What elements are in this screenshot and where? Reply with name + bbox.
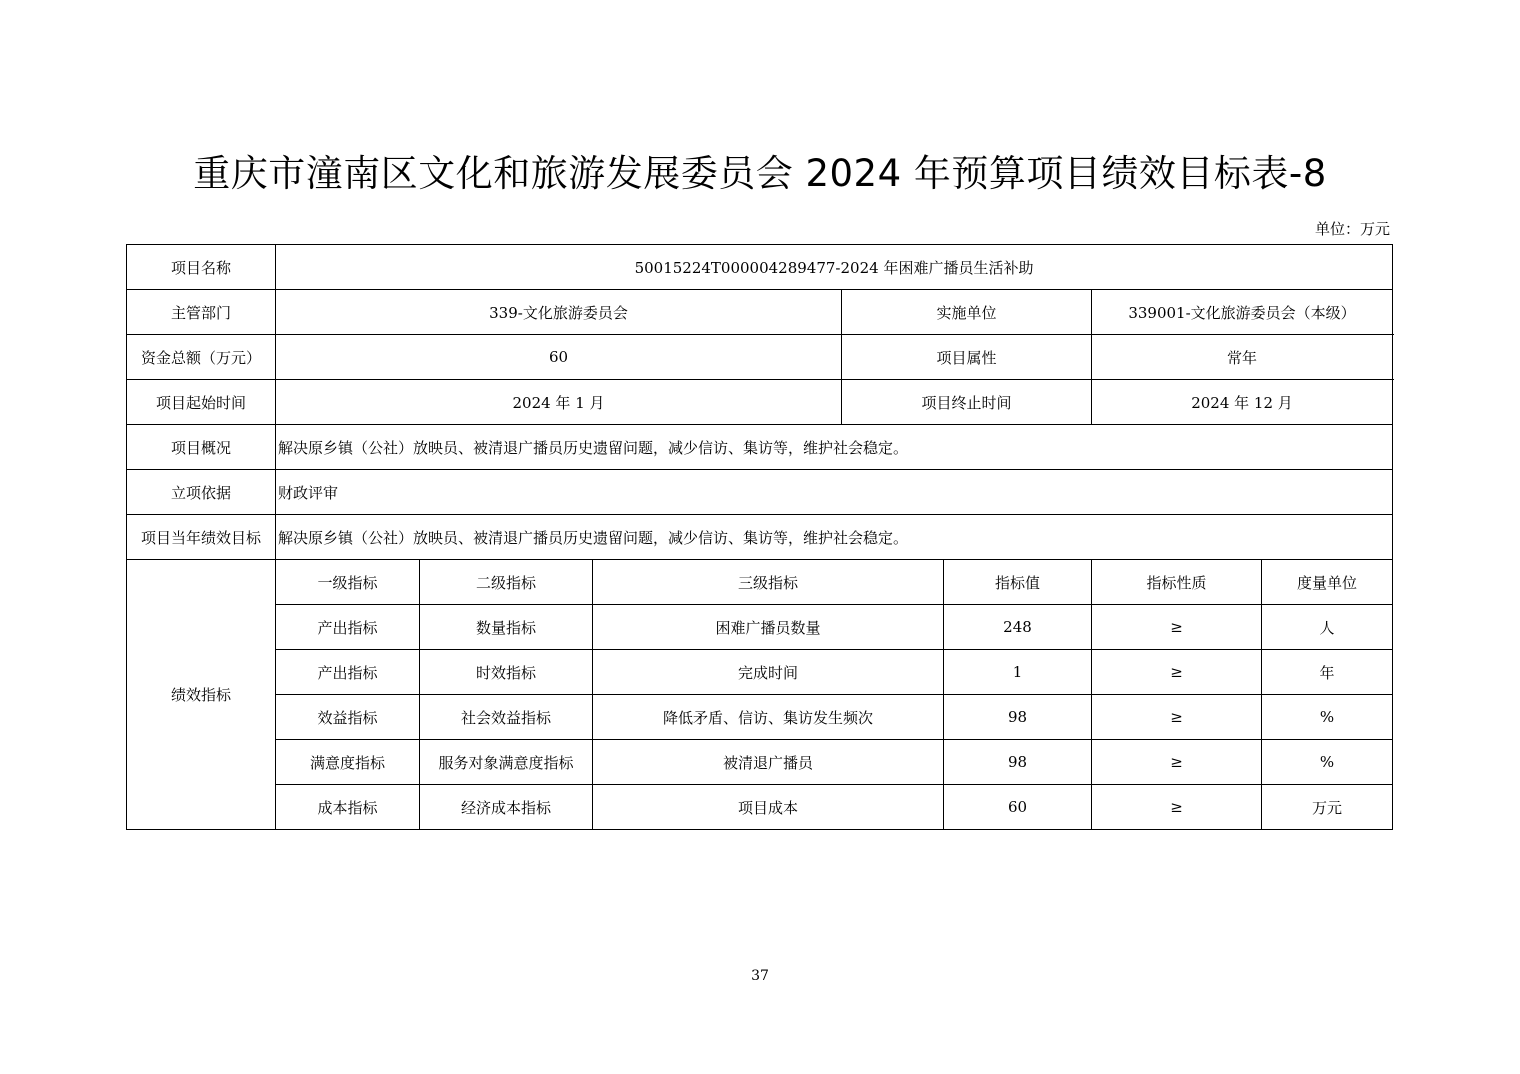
unit-label: 单位：万元 [1314,220,1390,238]
indicator-row [127,650,1393,695]
row-funds [127,335,1393,380]
indicator-row [127,740,1393,785]
end-label: 项目终止时间 [842,380,1092,425]
indicator-unit: 年 [1262,650,1393,695]
basis-value: 财政评审 [276,470,1393,515]
indicator-row [127,785,1393,830]
indicator-value: 98 [944,740,1092,785]
row-department [127,290,1393,335]
page-number: 37 [751,968,769,984]
start-label: 项目起始时间 [127,380,276,425]
indicator-level1: 效益指标 [276,695,420,740]
goal-label: 项目当年绩效目标 [127,515,276,560]
indicator-nature: ≥ [1092,650,1262,695]
indicator-nature: ≥ [1092,740,1262,785]
indicator-nature: ≥ [1092,605,1262,650]
indicator-unit: 人 [1262,605,1393,650]
header-level2: 二级指标 [420,560,593,605]
row-basis [127,470,1393,515]
indicator-unit: % [1262,740,1393,785]
indicator-level1: 产出指标 [276,605,420,650]
header-level3: 三级指标 [593,560,944,605]
indicator-level1: 满意度指标 [276,740,420,785]
indicator-level2: 数量指标 [420,605,593,650]
indicator-level3: 被清退广播员 [593,740,944,785]
indicator-value: 60 [944,785,1092,830]
indicator-nature: ≥ [1092,695,1262,740]
indicator-header-row [127,560,1393,605]
project-name-label: 项目名称 [127,245,276,290]
funds-label: 资金总额（万元） [127,335,276,380]
overview-value: 解决原乡镇（公社）放映员、被清退广播员历史遗留问题，减少信访、集访等，维护社会稳定。 [276,425,1393,470]
row-overview [127,425,1393,470]
indicator-level3: 项目成本 [593,785,944,830]
row-period [127,380,1393,425]
indicator-value: 98 [944,695,1092,740]
indicator-unit: 万元 [1262,785,1393,830]
start-value: 2024 年 1 月 [276,380,842,425]
project-name-value: 50015224T000004289477-2024 年困难广播员生活补助 [276,245,1393,290]
row-project-name [127,245,1393,290]
end-value: 2024 年 12 月 [1092,380,1393,425]
indicator-value: 248 [944,605,1092,650]
overview-label: 项目概况 [127,425,276,470]
funds-value: 60 [276,335,842,380]
header-value: 指标值 [944,560,1092,605]
indicator-value: 1 [944,650,1092,695]
impl-value: 339001-文化旅游委员会（本级） [1092,290,1393,335]
dept-value: 339-文化旅游委员会 [276,290,842,335]
header-level1: 一级指标 [276,560,420,605]
dept-label: 主管部门 [127,290,276,335]
goal-value: 解决原乡镇（公社）放映员、被清退广播员历史遗留问题，减少信访、集访等，维护社会稳定。 [276,515,1393,560]
indicator-level2: 经济成本指标 [420,785,593,830]
indicator-level2: 服务对象满意度指标 [420,740,593,785]
indicator-row [127,605,1393,650]
indicator-level1: 产出指标 [276,650,420,695]
indicator-nature: ≥ [1092,785,1262,830]
indicator-level2: 社会效益指标 [420,695,593,740]
indicator-level3: 完成时间 [593,650,944,695]
indicator-unit: % [1262,695,1393,740]
indicator-level1: 成本指标 [276,785,420,830]
indicator-level2: 时效指标 [420,650,593,695]
indicator-row [127,695,1393,740]
page-title: 重庆市潼南区文化和旅游发展委员会 2024 年预算项目绩效目标表-8 [193,152,1327,195]
attr-value: 常年 [1092,335,1393,380]
header-unit: 度量单位 [1262,560,1393,605]
impl-label: 实施单位 [842,290,1092,335]
performance-target-table [126,244,1393,830]
header-nature: 指标性质 [1092,560,1262,605]
attr-label: 项目属性 [842,335,1092,380]
row-goal [127,515,1393,560]
basis-label: 立项依据 [127,470,276,515]
indicator-level3: 困难广播员数量 [593,605,944,650]
indicator-level3: 降低矛盾、信访、集访发生频次 [593,695,944,740]
indicator-section-label: 绩效指标 [127,560,276,830]
